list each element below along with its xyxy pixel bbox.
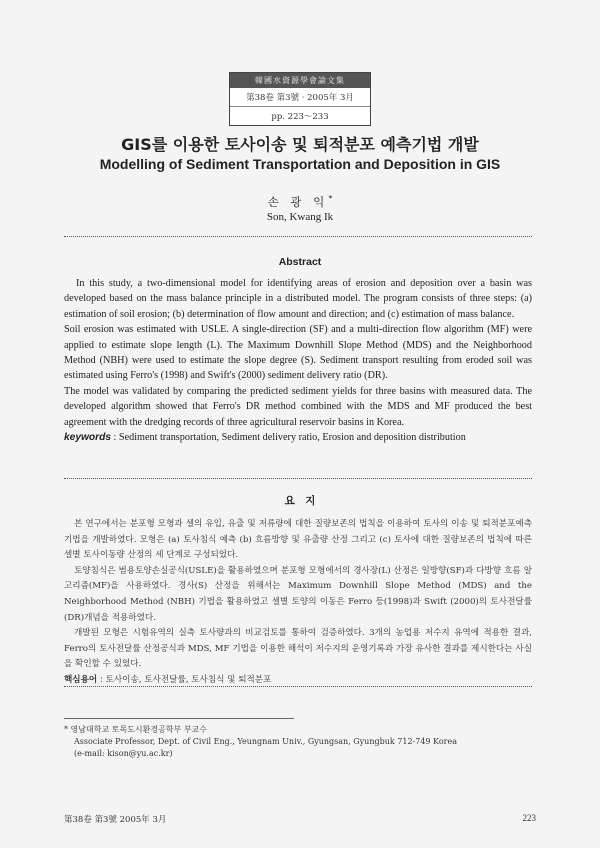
keywords-text: : Sediment transportation, Sediment delivery ratio, Erosion and deposition distribution: [111, 432, 466, 444]
abstract-paragraph-1: In this study, a two-dimensional model for identifying areas of erosion and deposition over a basin was developed based on the mass balance principle in a distributed model. The program consists of three steps: (a) estimation of soil erosion; (b) determination of flow amount and direction; and (c) estimation of mass balance.: [64, 278, 532, 320]
journal-info-box: [229, 72, 371, 126]
yoji-heading: 요 지: [284, 495, 316, 507]
abstract-body: [64, 276, 532, 445]
footnote-affiliation-ko: * 영남대학교 토목도시환경공학부 부교수: [64, 725, 208, 734]
title-english: Modelling of Sediment Transportation and Deposition in GIS: [99, 156, 501, 172]
author-name-korean: [0, 194, 600, 210]
author-footnote-mark: *: [328, 194, 333, 204]
abstract-keywords: [64, 430, 532, 445]
journal-pages: pp. 223～233: [271, 112, 329, 122]
title-korean: GIS를 이용한 토사이송 및 퇴적분포 예측기법 개발: [121, 135, 479, 154]
footer-volume: 第38卷 第3號 2005年 3月: [64, 815, 167, 825]
yoji-paragraph-1: 본 연구에서는 분포형 모형과 셀의 유입, 유출 및 저류량에 대한 질량보존의 법칙을 이용하여 토사의 이송 및 퇴적분포예측기법을 개발하였다. 모형은 (a) 토사침식 예측 (b) 흐름방향 및 유출량 산정 그리고 (c) 토사에 대한 질량보존의 법칙에 따른 셀별 토사이동량 산정의 세 단계로 구성되었다.: [64, 519, 532, 561]
keywords-label: keywords: [64, 432, 111, 444]
abstract-heading: Abstract: [278, 256, 322, 268]
footnote: [64, 724, 532, 760]
abstract-paragraph-3: The model was validated by comparing the predicted sediment yields for three basins with measured data. The developed algorithm showed that Ferro's DR method combined with the MDS and MF produced the best agreement with the dredging records of three agricultural reservoir basins in Korea.: [64, 385, 532, 428]
yoji-keywords-text: : 토사이송, 토사전달률, 토사침식 및 퇴적분포: [97, 674, 272, 685]
journal-volume: 第38卷 第3號 · 2005年 3月: [230, 88, 370, 107]
footnote-email: (e-mail: kison@yu.ac.kr): [74, 749, 173, 758]
footnote-affiliation-en: Associate Professor, Dept. of Civil Eng., Yeungnam Univ., Gyungsan, Gyungbuk 712-749 Korea: [74, 737, 457, 746]
page-number: 223: [522, 813, 536, 823]
author-name-english: Son, Kwang Ik: [266, 211, 334, 223]
yoji-paragraph-3: 개발된 모형은 시험유역의 실측 토사량과의 비교검토를 통하여 검증하였다. 3개의 농업용 저수지 유역에 적용한 결과, Ferro의 토사전달률 산정공식과 MDS, MF 기법을 이용한 해석이 저수지의 운영기록과 가장 유사한 결과를 제시한다는 사실을 확인할 수 있었다.: [64, 628, 532, 670]
yoji-body: [64, 517, 532, 689]
yoji-paragraph-2: 토양침식은 범용토양손실공식(USLE)을 활용하였으며 분포형 모형에서의 경사장(L) 산정은 일방향(SF)과 다방향 흐름 알고리즘(MF)을 사용하였다. 경사(S) 산정을 위해서는 Maximum Downhill Slope Method (MDS) and the Neighborhood Method (NBH) 기법을 활용하였고 셀별 토양의 이동은 Ferro 등(1998)과 Swift (2000)의 토사전달률(DR)개념을 적용하였다.: [64, 565, 532, 623]
footnote-rule: [64, 718, 294, 719]
divider-top: [64, 236, 532, 237]
divider-bottom: [64, 686, 532, 687]
journal-name: 韓國水資源學會論文集: [230, 73, 370, 88]
divider-middle: [64, 478, 532, 479]
yoji-keywords-label: 핵심용어: [64, 674, 98, 685]
author-name-ko-text: 손 광 익: [267, 195, 329, 209]
abstract-paragraph-2: Soil erosion was estimated with USLE. A single-direction (SF) and a multi-direction flow algorithm (MF) were applied to estimate slope length (L). The Maximum Downhill Slope Method (MDS) and the Neighborhood Method (NBH) were used to estimate the slope degree (S). Sediment transport resulting from eroded soil was estimated using Ferro's (1998) and Swift's (2000) sediment delivery ratio (DR).: [64, 324, 532, 382]
